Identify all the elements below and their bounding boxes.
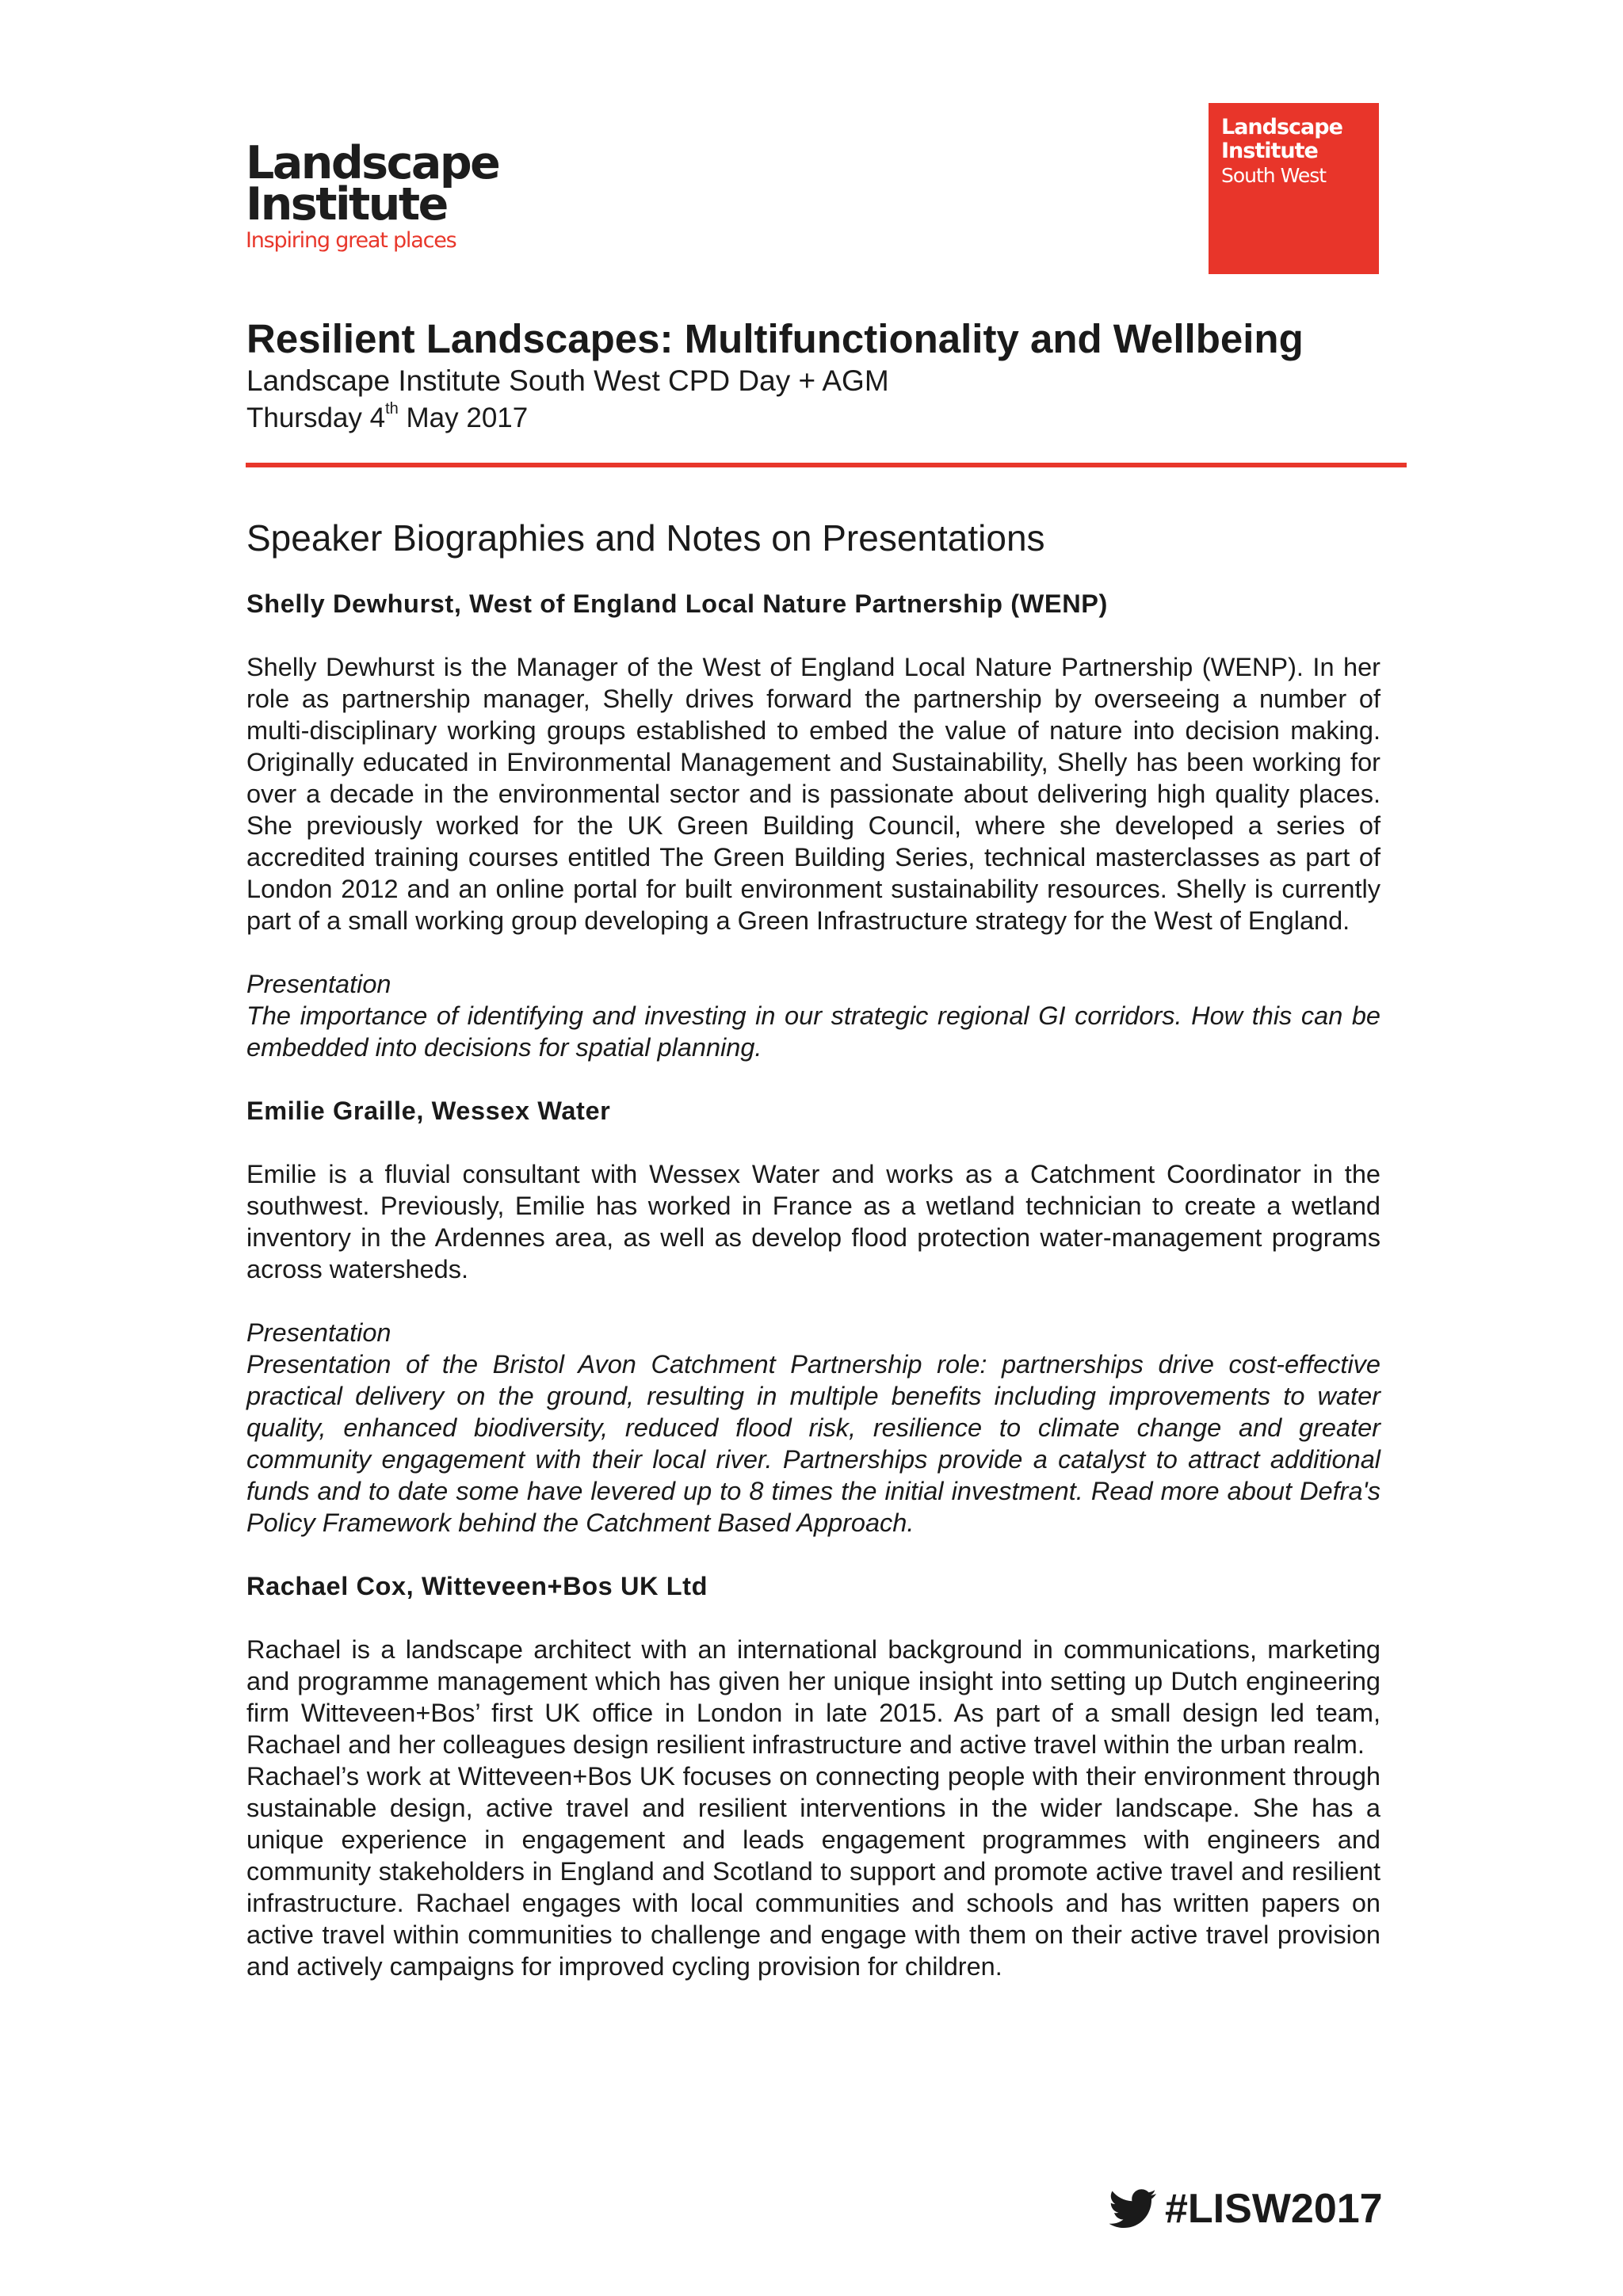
logo-wordmark-line2: Institute xyxy=(246,178,447,231)
logo-wordmark-line1: Landscape xyxy=(246,137,499,189)
speaker-entry xyxy=(246,1570,1381,1982)
footer-hashtag xyxy=(1109,2185,1383,2233)
region-logo-line1: Landscape xyxy=(1221,115,1342,139)
event-date-ordinal: th xyxy=(385,400,399,418)
speaker-bio: Rachael is a landscape architect with an international background in communications, marketing and programme management which has given her unique insight into setting up Dutch engineering firm Witteveen+Bos’ first UK office in London in late 2015. As part of a small design led team, Rachael and her colleagues design resilient infrastructure and active travel within the urban realm. xyxy=(246,1635,1381,1759)
speaker-list xyxy=(246,588,1381,1982)
speaker-entry xyxy=(246,1095,1381,1539)
presentation-label: Presentation xyxy=(246,1318,391,1347)
section-heading: Speaker Biographies and Notes on Presentations xyxy=(246,517,1045,559)
event-subtitle: Landscape Institute South West CPD Day + AGM xyxy=(246,364,889,397)
region-logo-line3: South West xyxy=(1221,164,1327,187)
speaker-bio: Emilie is a fluvial consultant with Wessex Water and works as a Catchment Coordinator in the southwest. Previously, Emilie has worked in France as a wetland technician to create a wetland inventory in the Ardennes area, as well as develop flood protection water-management programs across watersheds. xyxy=(246,1160,1381,1283)
event-date xyxy=(246,402,528,434)
region-logo-line2: Institute xyxy=(1221,139,1318,163)
logo-tagline: Inspiring great places xyxy=(246,228,456,253)
speaker-bio-continued: Rachael’s work at Witteveen+Bos UK focuses on connecting people with their environment through sustainable design, active travel and resilient interventions in the wider landscape. She has a unique experience in engagement and leads engagement programmes with engineers and community stakeholders in England and Scotland to support and promote active travel and resilient infrastructure. Rachael engages with local communities and schools and has written papers on active travel within communities to challenge and engage with them on their active travel provision and actively campaigns for improved cycling provision for children. xyxy=(246,1762,1381,1981)
event-date-rest: May 2017 xyxy=(398,402,529,433)
hashtag-text: #LISW2017 xyxy=(1165,2186,1383,2232)
event-title: Resilient Landscapes: Multifunctionality and Wellbeing xyxy=(246,316,1304,361)
event-date-prefix: Thursday 4 xyxy=(246,402,386,433)
twitter-bird-icon xyxy=(1109,2189,1157,2229)
presentation-label: Presentation xyxy=(246,970,391,998)
speaker-name: Rachael Cox, Witteveen+Bos UK Ltd xyxy=(246,1572,708,1600)
speaker-entry xyxy=(246,588,1381,1063)
speaker-name: Emilie Graille, Wessex Water xyxy=(246,1097,611,1125)
south-west-logo xyxy=(1209,103,1379,274)
speaker-bio: Shelly Dewhurst is the Manager of the West of England Local Nature Partnership (WENP). In her role as partnership manager, Shelly drives forward the partnership by overseeing a number of multi-disciplinary working groups established to embed the value of nature into decision making. Originally educated in Environmental Management and Sustainability, Shelly has been working for over a decade in the environmental sector and is passionate about delivering high quality places. She previously worked for the UK Green Building Council, where she developed a series of accredited training courses entitled The Green Building Series, technical masterclasses as part of London 2012 and an online portal for built environment sustainability resources. Shelly is currently part of a small working group developing a Green Infrastructure strategy for the West of England. xyxy=(246,653,1381,935)
speaker-name: Shelly Dewhurst, West of England Local Nature Partnership (WENP) xyxy=(246,589,1108,618)
presentation-text: Presentation of the Bristol Avon Catchment Partnership role: partnerships drive cost-effective practical delivery on the ground, resulting in multiple benefits including improvements to water quality, enhanced biodiversity, reduced flood risk, resilience to climate change and greater community engagement with their local river. Partnerships provide a catalyst to attract additional funds and to date some have levered up to 8 times the initial investment. Read more about Defra's Policy Framework behind the Catchment Based Approach. xyxy=(246,1350,1381,1537)
header-divider xyxy=(246,463,1407,467)
landscape-institute-logo xyxy=(246,137,499,253)
presentation-text: The importance of identifying and investing in our strategic regional GI corridors. How this can be embedded into decisions for spatial planning. xyxy=(246,1001,1381,1062)
